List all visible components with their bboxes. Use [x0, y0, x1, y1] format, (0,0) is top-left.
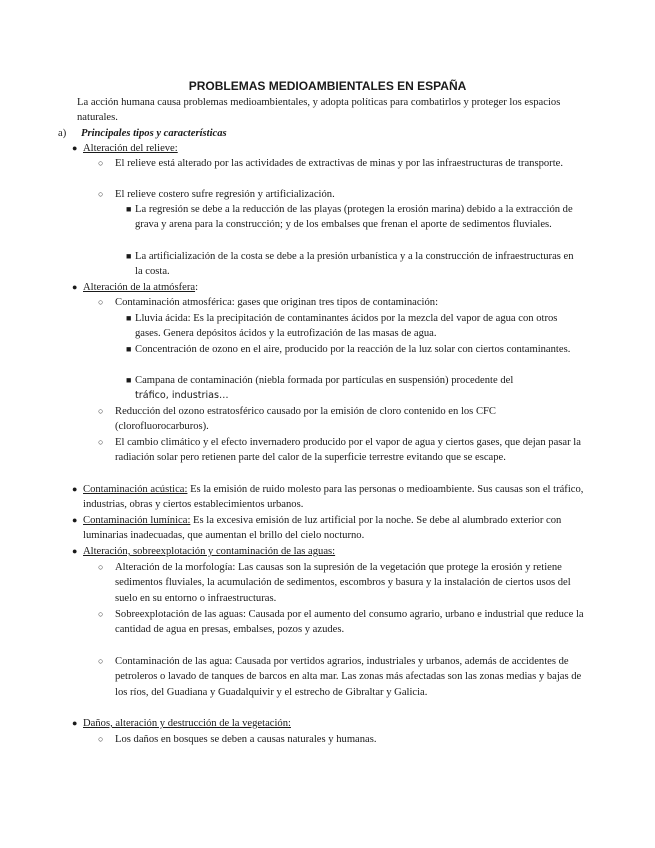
aguas-item-3: [98, 654, 595, 700]
list-item-vegetacion: [72, 716, 583, 731]
list-item-relieve: [72, 141, 583, 156]
section-marker: a): [58, 128, 67, 139]
bullet-circle-icon: ○: [98, 562, 104, 572]
relieve-item-2-text: El relieve costero sufre regresión y artificialización.: [115, 189, 335, 200]
bullet-circle-icon: ○: [98, 609, 104, 619]
bullet-circle-icon: ○: [98, 189, 104, 199]
aguas-item-1: [98, 560, 595, 606]
list-item-atmosfera: [72, 280, 583, 295]
aguas-title: Alteración, sobreexplotación y contaminación de las aguas:: [83, 546, 336, 557]
relieve-title: Alteración del relieve:: [83, 143, 178, 154]
atmosfera-title: Alteración de la atmósfera: [83, 282, 196, 293]
bullet-square-icon: ■: [126, 251, 132, 261]
atmosfera-campana-text: Campana de contaminación (niebla formada por partículas en suspensión) procedente del: [135, 375, 514, 386]
atmosfera-item-3: [98, 435, 585, 466]
atmosfera-subitem-1-text: Lluvia ácida: Es la precipitación de contaminantes ácidos por la mezcla del vapor de agua con otros gases. Genera depósitos ácidos y la eutrofización de las masas de agua.: [135, 313, 558, 340]
vegetacion-item-1-text: Los daños en bosques se deben a causas naturales y humanas.: [115, 734, 377, 745]
atmosfera-item-1-text: Contaminación atmosférica: gases que originan tres tipos de contaminación:: [115, 297, 439, 308]
atmosfera-subitem-2-text: Concentración de ozono en el aire, producido por la reacción de la luz solar con ciertos contaminantes.: [135, 344, 571, 355]
bullet-circle-icon: ○: [98, 406, 104, 416]
bullet-square-icon: ■: [126, 375, 132, 385]
relieve-item-2: [98, 187, 585, 202]
atmosfera-campana-end: tráfico, industrias…: [135, 390, 229, 402]
bullet-disc-icon: ●: [72, 546, 78, 556]
bullet-disc-icon: ●: [72, 484, 78, 494]
bullet-circle-icon: ○: [98, 734, 104, 744]
aguas-item-1-text: Alteración de la morfología: Las causas son la supresión de la vegetación que protege la erosión y retiene sedimentos fluviales, la acumulación de sedimentos, escombros y basura y la instalación de ciertos usos del suelo en su entorno o infraestructuras.: [115, 562, 571, 604]
aguas-item-2-text: Sobreexplotación de las aguas: Causada por el aumento del consumo agrario, urbano e industrial que reduce la cantidad de agua en presas, embalses, pozos y azudes.: [115, 609, 584, 636]
section-heading: Principales tipos y características: [81, 128, 227, 139]
acustica-title: Contaminación acústica:: [83, 484, 188, 495]
atmosfera-subitem-2: [126, 342, 581, 357]
atmosfera-item-2: [98, 404, 585, 435]
list-item-aguas: [72, 544, 583, 559]
acustica-text: Es la emisión de ruido molesto para las personas o medioambiente. Sus causas son el tráfico, industrias, obras y ciertos establecimientos urbanos.: [83, 484, 584, 511]
vegetacion-title: Daños, alteración y destrucción de la vegetación:: [83, 718, 291, 729]
relieve-subitem-1: [126, 202, 581, 233]
atmosfera-item-2-text: Reducción del ozono estratosférico causado por la emisión de cloro contenido en los CFC (clorofluorocarburos).: [115, 406, 496, 433]
atmosfera-subitem-3: [126, 373, 581, 404]
luminica-text: Es la excesiva emisión de luz artificial por la noche. Se debe al alumbrado exterior con luminarias inadecuadas, que aumentan el brillo del cielo nocturno.: [83, 515, 562, 542]
relieve-subitem-2-text: La artificialización de la costa se debe a la presión urbanística y a la construcción de infraestructuras en la costa.: [135, 251, 574, 278]
page-title: PROBLEMAS MEDIOAMBIENTALES EN ESPAÑA: [188, 79, 467, 93]
bullet-square-icon: ■: [126, 344, 132, 354]
list-item-acustica: [72, 482, 593, 513]
bullet-disc-icon: ●: [72, 515, 78, 525]
relieve-subitem-1-text: La regresión se debe a la reducción de las playas (protegen la erosión marina) debido a la extracción de grava y arena para la construcción; y de los embalses que frenan el aporte de sedimentos fluviales.: [135, 204, 573, 231]
intro-text: La acción humana causa problemas medioambientales, y adopta políticas para combatirlos y proteger los espacios naturales.: [77, 97, 561, 124]
intro-paragraph: [77, 95, 577, 126]
bullet-square-icon: ■: [126, 204, 132, 214]
relieve-item-1: [98, 156, 585, 171]
atmosfera-item-1: [98, 295, 585, 310]
list-item-luminica: [72, 513, 593, 544]
bullet-disc-icon: ●: [72, 282, 78, 292]
vegetacion-item-1: [98, 732, 595, 747]
atmosfera-item-3-text: El cambio climático y el efecto invernadero producido por el vapor de agua y ciertos gases, que dejan pasar la radiación solar pero retienen parte del calor de la superficie terrestre evitando que se escape.: [115, 437, 581, 464]
luminica-title: Contaminación lumínica:: [83, 515, 191, 526]
atmosfera-title-colon: :: [195, 282, 199, 293]
bullet-disc-icon: ●: [72, 143, 78, 153]
atmosfera-subitem-1: [126, 311, 581, 342]
bullet-disc-icon: ●: [72, 718, 78, 728]
bullet-circle-icon: ○: [98, 297, 104, 307]
bullet-square-icon: ■: [126, 313, 132, 323]
aguas-item-3-text: Contaminación de las agua: Causada por vertidos agrarios, industriales y urbanos, además de accidentes de petroleros o lavado de tanques de barcos en alta mar. Las zonas más afectadas son las zonas medias y bajas de los ríos, del Guadiana y Guadalquivir y el estrecho de Gibraltar y Galicia.: [115, 656, 582, 698]
bullet-circle-icon: ○: [98, 158, 104, 168]
bullet-circle-icon: ○: [98, 656, 104, 666]
relieve-subitem-2: [126, 249, 581, 280]
relieve-item-1-text: El relieve está alterado por las actividades de extractivas de minas y por las infraestructuras de transporte.: [115, 158, 563, 169]
aguas-item-2: [98, 607, 595, 638]
bullet-circle-icon: ○: [98, 437, 104, 447]
